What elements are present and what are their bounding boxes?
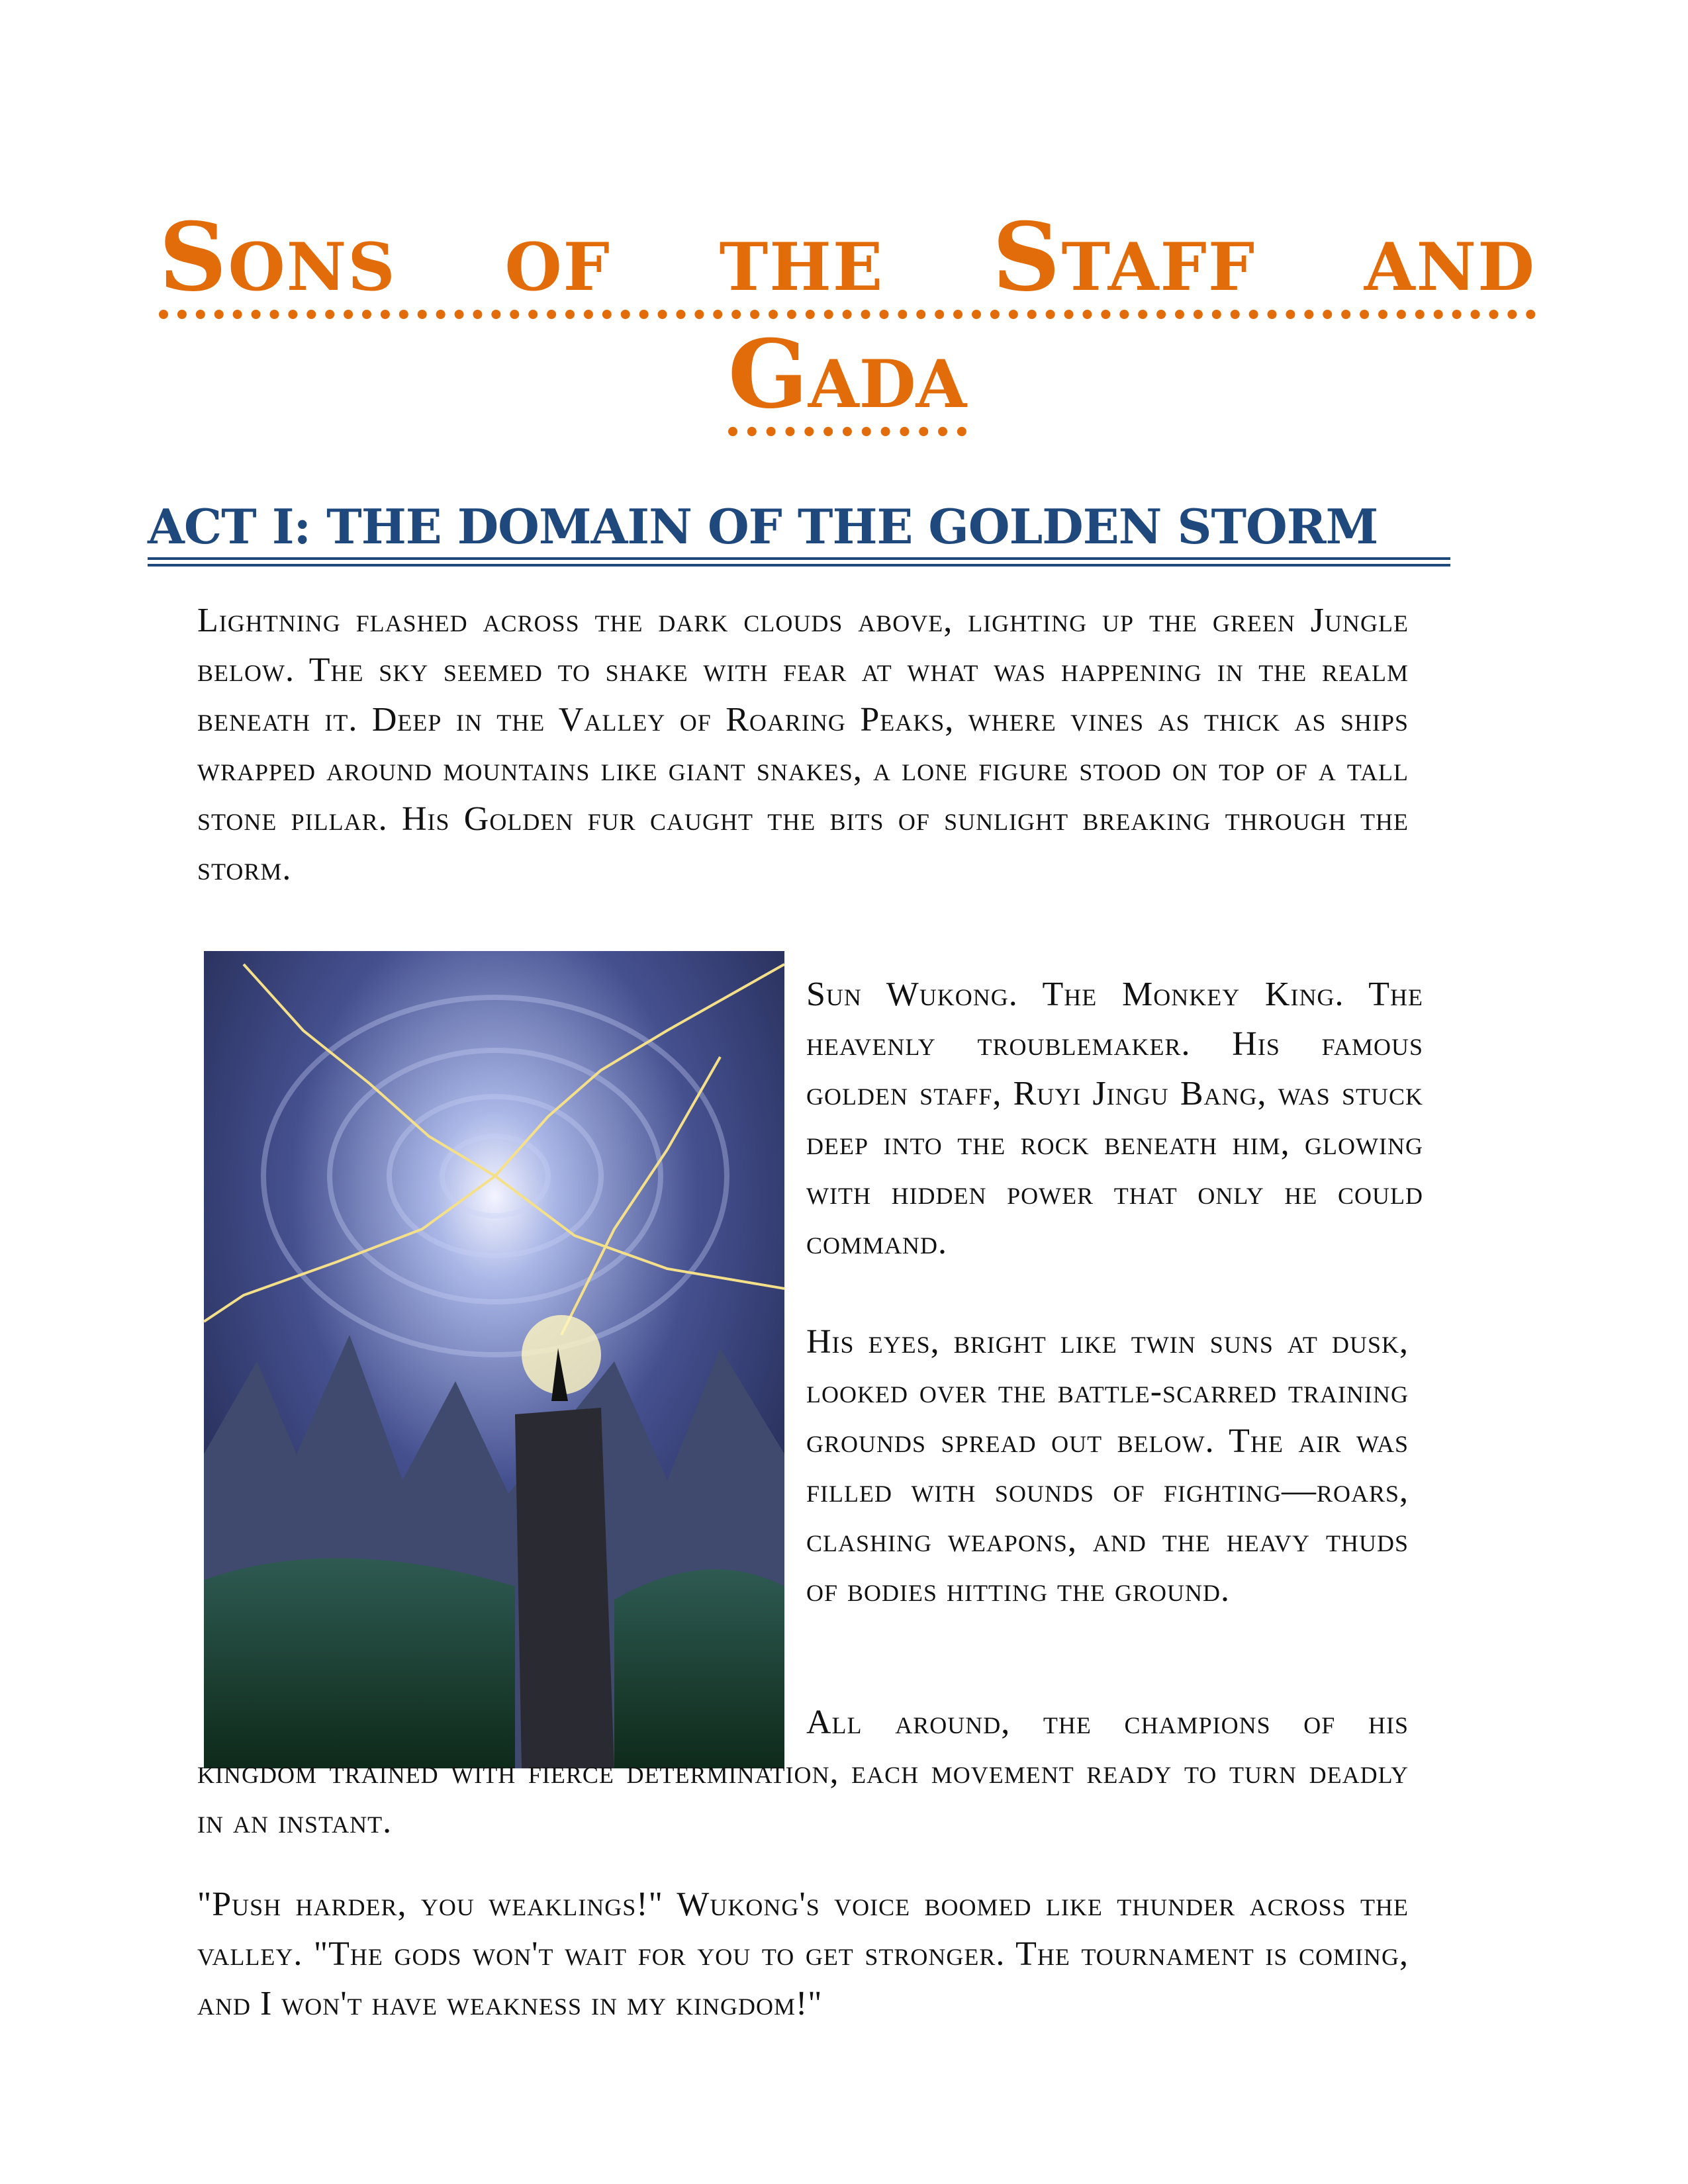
document-title-line-2 [159,320,1536,436]
act-heading: ACT I: THE DOMAIN OF THE GOLDEN STORM [148,500,1450,560]
paragraph-his-eyes: His eyes, bright like twin suns at dusk, looked over the battle-scarred training grounds spread out below. The air was filled with sounds of fighting—roars, clashing weapons, and the heavy thuds of bodies hitting the ground. [806,1323,1409,1609]
title-text: Gada [728,328,967,436]
paragraph-champions: All around, the champions of his kingdom trained with fierce determination, each movement ready to turn deadly in an instant. [197,1704,1409,1841]
document-title-line-1 [159,203,1536,319]
paragraph-sun-wukong: Sun Wukong. The Monkey King. The heavenly troublemaker. His famous golden staff, Ruyi Jingu Bang, was stuck deep into the rock beneath him, glowing with hidden power that only he could command. [806,976,1423,1261]
paragraph-wukong-shout: "Push harder, you weaklings!" Wukong's voice boomed like thunder across the valley. "The gods won't wait for you to get stronger. The tournament is coming, and I won't have weakness in my kingdom!" [197,1886,1409,2023]
paragraph-opening: Lightning flashed across the dark clouds above, lighting up the green Jungle below. The sky seemed to shake with fear at what was happening in the realm beneath it. Deep in the Valley of Roaring Peaks, where vines as thick as ships wrapped around mountains like giant snakes, a lone figure stood on top of a tall stone pillar. His Golden fur caught the bits of sunlight breaking through the storm. [197,602,1409,887]
storm-illustration [204,951,784,1768]
title-text: Sons of the Staff and [159,210,1536,319]
